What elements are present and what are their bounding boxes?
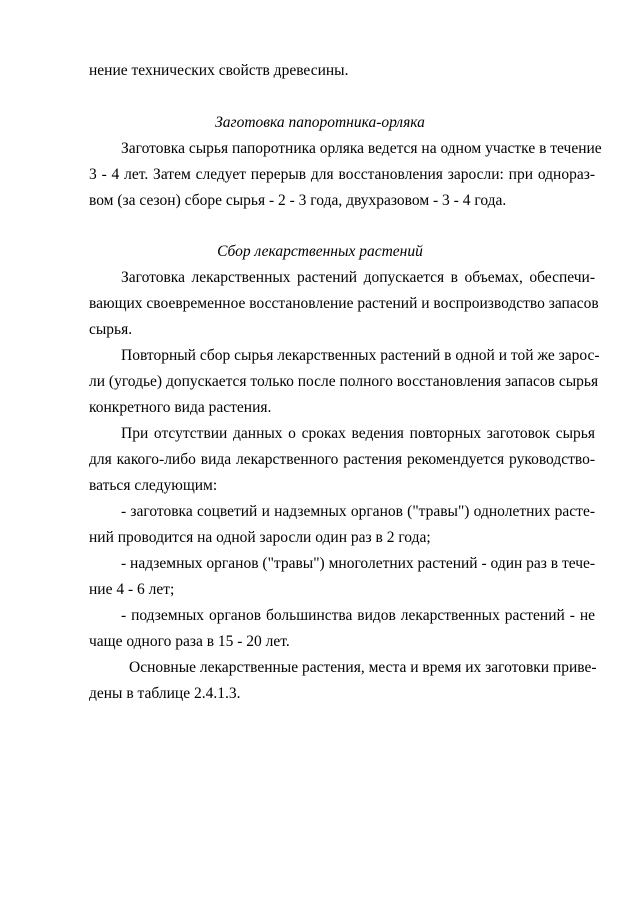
list-item-1-line-1: - заготовка соцветий и надземных органов ("травы") однолетних расте- [121,503,595,520]
section-heading-bracken: Заготовка папоротника-орляка [215,114,425,131]
medicinal-para1-line-2: вающих своевременное восстановление растений и воспроизводство запасов [89,295,599,312]
medicinal-para1-line-3: сырья. [89,321,133,338]
medicinal-para3-line-2: для какого-либо вида лекарственного растения рекомендуется руководство- [89,451,595,468]
bracken-paragraph-line-2: 3 - 4 лет. Затем следует перерыв для восстановления заросли: при однораз- [89,166,595,183]
list-item-3-line-2: чаще одного раза в 15 - 20 лет. [89,633,290,650]
list-item-2-line-1: - надземных органов ("травы") многолетних растений - один раз в тече- [121,555,596,572]
medicinal-para1-line-1: Заготовка лекарственных растений допускается в объемах, обеспечи- [121,269,595,286]
section-heading-medicinal-plants: Сбор лекарственных растений [217,243,423,260]
medicinal-para2-line-2: ли (угодье) допускается только после полного восстановления запасов сырья [89,373,599,390]
medicinal-para2-line-3: конкретного вида растения. [89,399,272,416]
medicinal-para3-line-1: При отсутствии данных о сроках ведения повторных заготовок сырья [121,425,595,442]
bracken-paragraph-line-3: вом (за сезон) сборе сырья - 2 - 3 года, двухразовом - 3 - 4 года. [89,192,507,209]
list-item-2-line-2: ние 4 - 6 лет; [89,581,175,598]
paragraph-continuation: нение технических свойств древесины. [89,62,349,79]
list-item-1-line-2: ний проводится на одной заросли один раз в 2 года; [89,529,431,546]
medicinal-para4-line-1: Основные лекарственные растения, места и время их заготовки приве- [129,659,597,676]
medicinal-para4-line-2: дены в таблице 2.4.1.3. [89,685,241,702]
medicinal-para2-line-1: Повторный сбор сырья лекарственных растений в одной и той же зарос- [121,347,600,364]
list-item-3-line-1: - подземных органов большинства видов лекарственных растений - не [121,607,595,624]
bracken-paragraph-line-1: Заготовка сырья папоротника орляка ведется на одном участке в течение [121,140,602,157]
medicinal-para3-line-3: ваться следующим: [89,477,218,494]
